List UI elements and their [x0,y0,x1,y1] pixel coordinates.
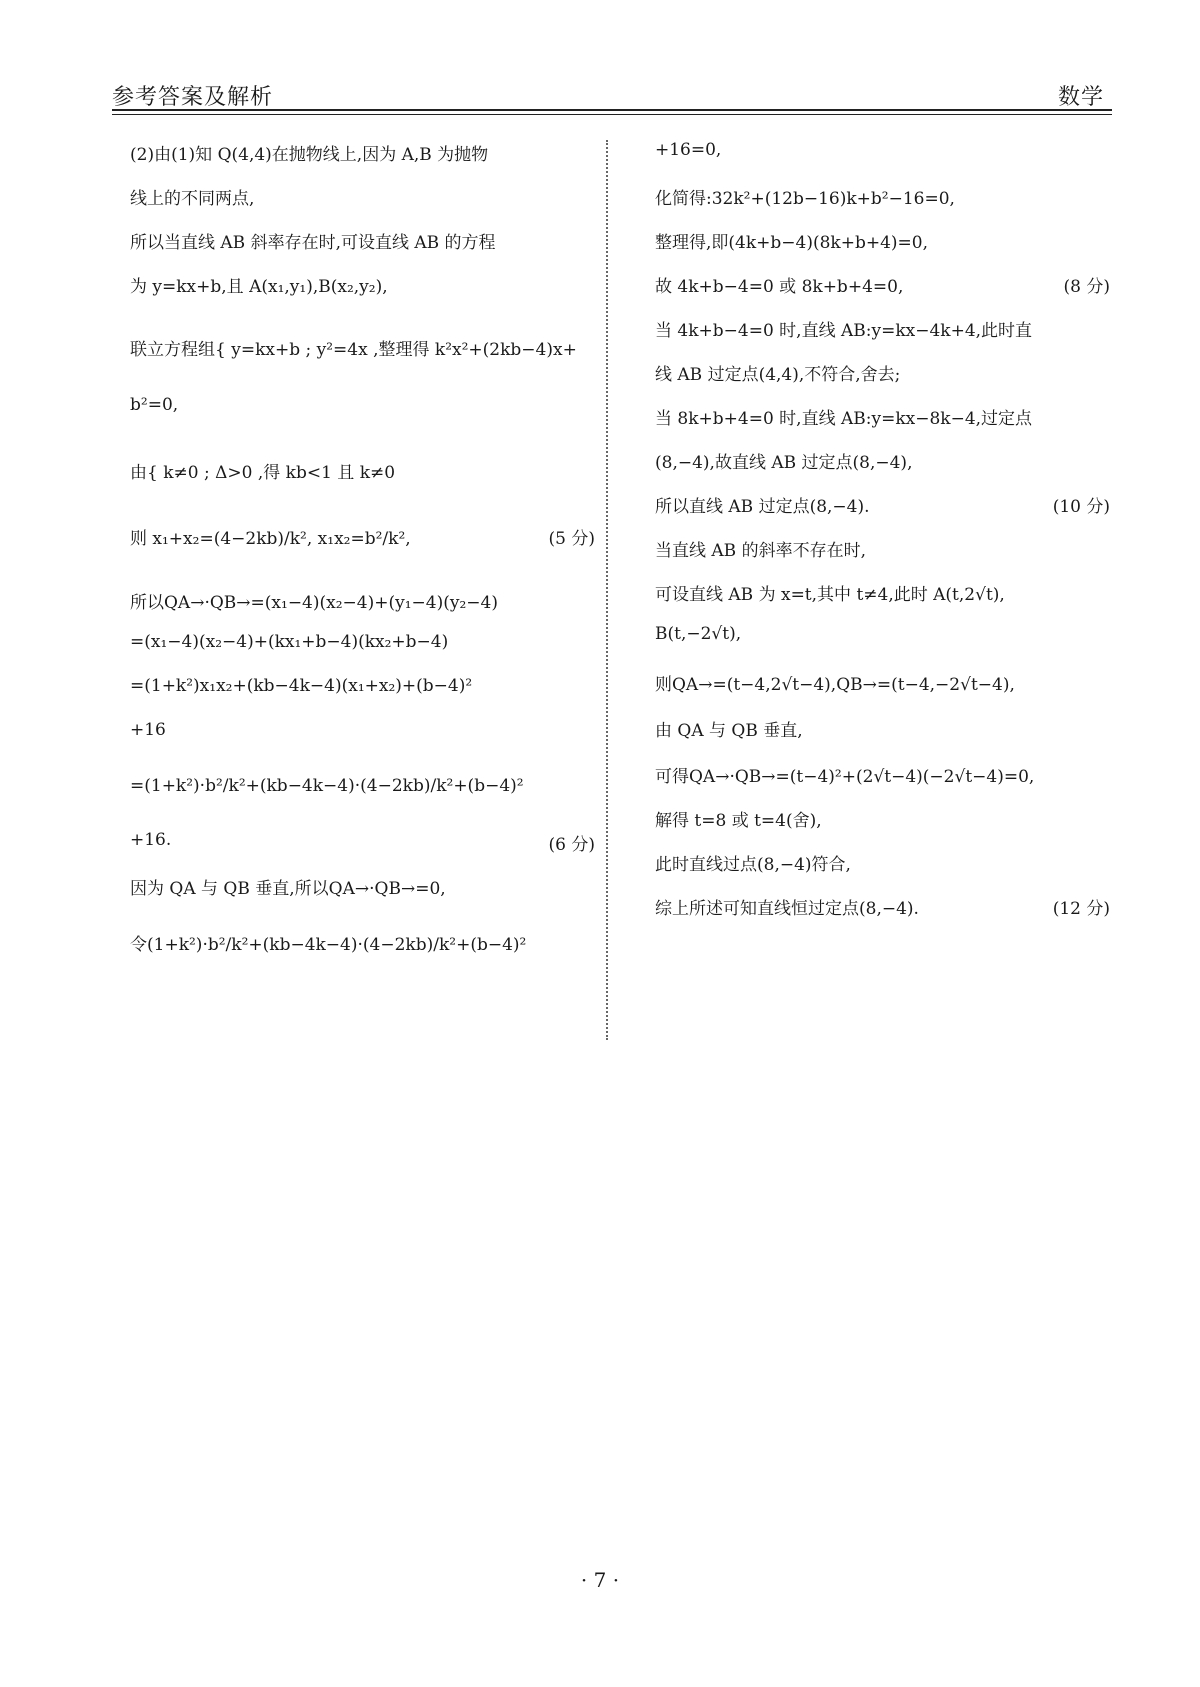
left-line-4: 为 y=kx+b,且 A(x₁,y₁),B(x₂,y₂), [130,277,388,297]
left-line-15: 因为 QA 与 QB 垂直,所以QA→·QB→=0, [130,879,446,899]
right-line-14: 由 QA 与 QB 垂直, [655,721,803,741]
header-subject: 数学 [1057,85,1104,110]
right-line-17: 此时直线过点(8,−4)符合, [655,855,851,875]
left-line-7: 由{ k≠0 ; Δ>0 ,得 kb<1 且 k≠0 [130,463,396,483]
right-line-3: 整理得,即(4k+b−4)(8k+b+4)=0, [655,233,929,253]
left-line-6: b²=0, [130,395,179,415]
left-line-11: =(1+k²)x₁x₂+(kb−4k−4)(x₁+x₂)+(b−4)² [130,676,473,696]
left-line-12: +16 [130,720,166,740]
right-line-7: 当 8k+b+4=0 时,直线 AB:y=kx−8k−4,过定点 [655,409,1033,429]
right-line-10: 当直线 AB 的斜率不存在时, [655,541,866,561]
header-rule-thick [112,109,1112,111]
right-line-13: 则QA→=(t−4,2√t−4),QB→=(t−4,−2√t−4), [655,675,1015,695]
left-line-13: =(1+k²)·b²/k²+(kb−4k−4)·(4−2kb)/k²+(b−4)² [130,776,524,796]
left-line-2: 线上的不同两点, [130,189,255,209]
right-line-16: 解得 t=8 或 t=4(舍), [655,811,822,831]
right-line-11: 可设直线 AB 为 x=t,其中 t≠4,此时 A(t,2√t), [655,585,1005,605]
left-line-10: =(x₁−4)(x₂−4)+(kx₁+b−4)(kx₂+b−4) [130,632,449,652]
right-line-1: +16=0, [655,140,722,160]
left-line-3: 所以当直线 AB 斜率存在时,可设直线 AB 的方程 [130,233,496,253]
right-line-2: 化简得:32k²+(12b−16)k+b²−16=0, [655,189,955,209]
right-line-15: 可得QA→·QB→=(t−4)²+(2√t−4)(−2√t−4)=0, [655,767,1035,787]
page-number: · 7 · [580,1568,620,1592]
left-line-9: 所以QA→·QB→=(x₁−4)(x₂−4)+(y₁−4)(y₂−4) [130,593,498,613]
right-line-12: B(t,−2√t), [655,624,742,644]
right-line-18: 综上所述可知直线恒过定点(8,−4). (12 分) [655,899,1110,919]
left-line-5: 联立方程组{ y=kx+b ; y²=4x ,整理得 k²x²+(2kb−4)x+ [130,340,577,360]
header-title: 参考答案及解析 [112,85,274,110]
left-line-14: +16. (6 分) [130,830,595,855]
right-line-4: 故 4k+b−4=0 或 8k+b+4=0, (8 分) [655,277,1110,297]
left-line-1: (2)由(1)知 Q(4,4)在抛物线上,因为 A,B 为抛物 [130,145,489,165]
right-line-6: 线 AB 过定点(4,4),不符合,舍去; [655,365,901,385]
left-line-8: 则 x₁+x₂=(4−2kb)/k², x₁x₂=b²/k², (5 分) [130,529,595,549]
right-line-8: (8,−4),故直线 AB 过定点(8,−4), [655,453,913,473]
column-divider [606,140,608,1040]
right-line-9: 所以直线 AB 过定点(8,−4). (10 分) [655,497,1110,517]
right-line-5: 当 4k+b−4=0 时,直线 AB:y=kx−4k+4,此时直 [655,321,1033,341]
header-rule-thin [112,114,1112,115]
left-line-16: 令(1+k²)·b²/k²+(kb−4k−4)·(4−2kb)/k²+(b−4)² [130,935,527,955]
